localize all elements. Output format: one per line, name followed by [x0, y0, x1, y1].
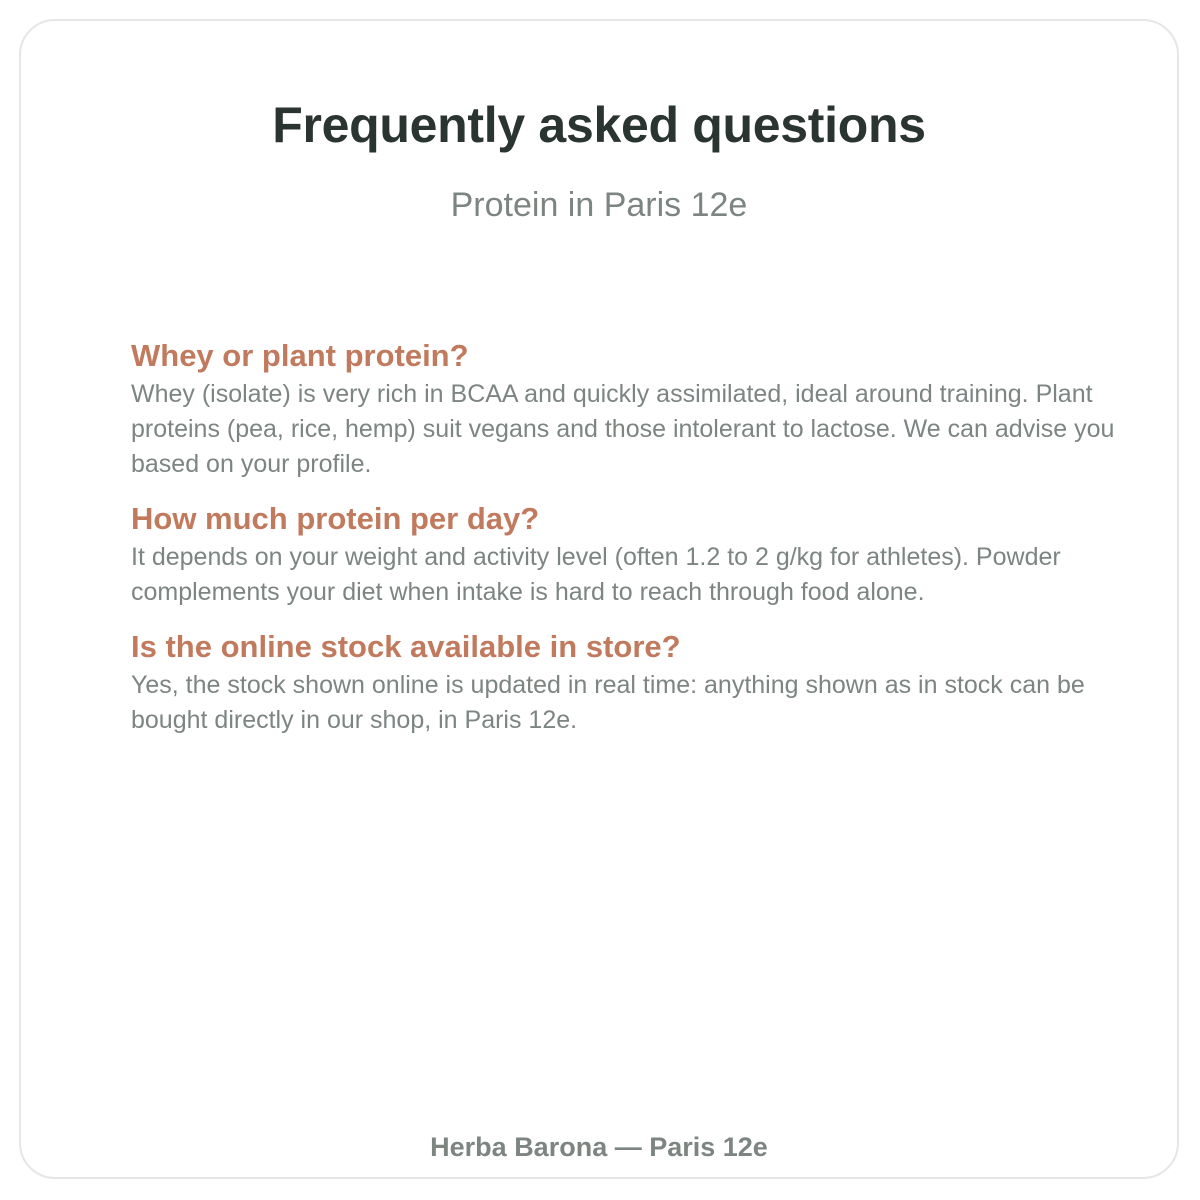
faq-item	[131, 335, 1121, 482]
faq-question: How much protein per day?	[131, 501, 540, 536]
faq-card	[19, 19, 1179, 1179]
faq-item	[131, 498, 1121, 610]
page-title: Frequently asked questions	[272, 97, 926, 153]
faq-answer: Yes, the stock shown online is updated in real time: anything shown as in stock can be bought directly in our shop, in Paris 12e.	[131, 671, 1085, 734]
faq-question: Whey or plant protein?	[131, 338, 469, 373]
faq-list	[131, 335, 1121, 754]
faq-item	[131, 626, 1121, 738]
faq-question: Is the online stock available in store?	[131, 629, 681, 664]
faq-answer: It depends on your weight and activity level (often 1.2 to 2 g/kg for athletes). Powder complements your diet when intake is hard to reach through food alone.	[131, 543, 1061, 606]
faq-answer: Whey (isolate) is very rich in BCAA and quickly assimilated, ideal around training. Plant proteins (pea, rice, hemp) suit vegans and those intolerant to lactose. We can advise you based on your profile.	[131, 380, 1115, 478]
page-subtitle: Protein in Paris 12e	[450, 186, 748, 224]
footer-brand: Herba Barona — Paris 12e	[430, 1131, 768, 1162]
